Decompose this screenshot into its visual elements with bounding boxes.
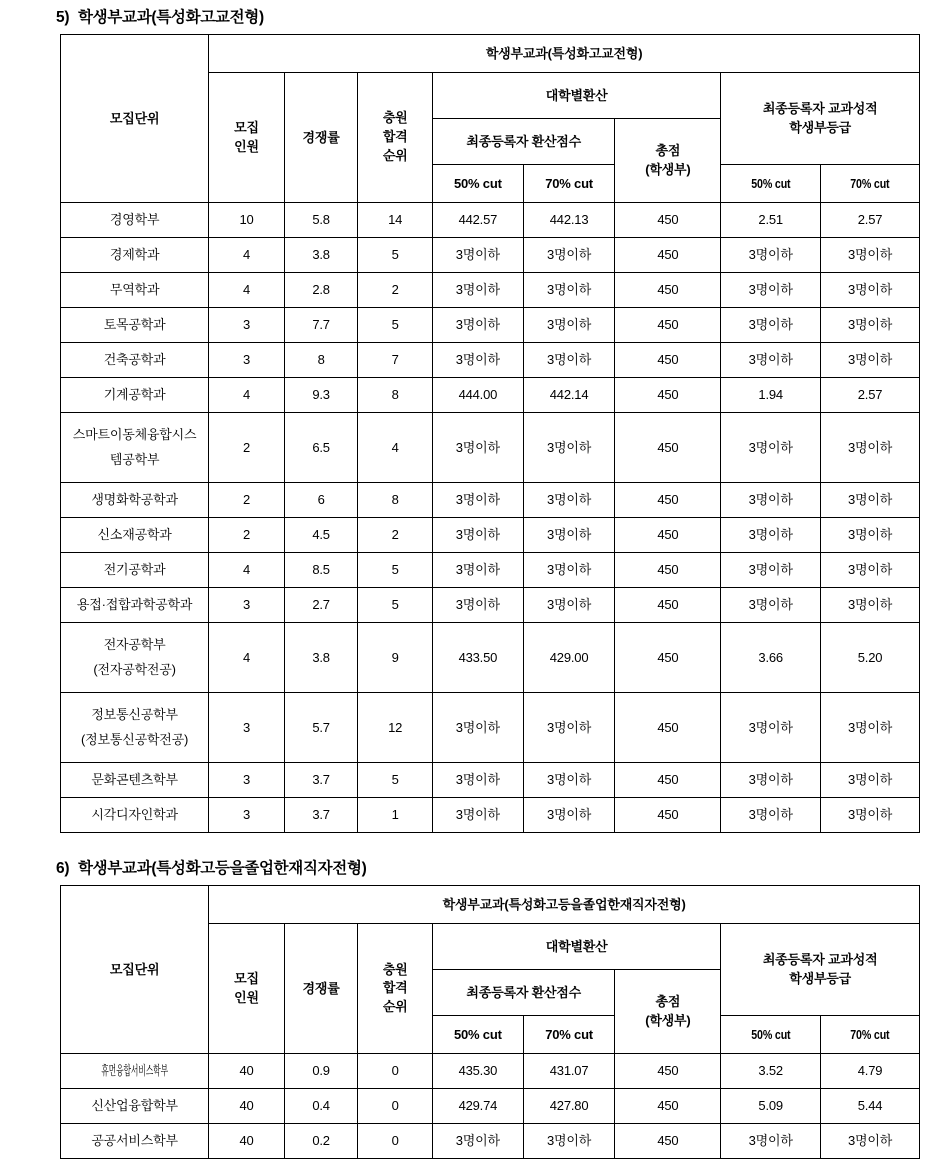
- unit-name: 생명화학공학과: [91, 492, 178, 508]
- table-5-body: [61, 203, 920, 833]
- col-header-cut70: 70% cut: [523, 165, 615, 203]
- unit-name: 전기공학과: [103, 562, 166, 578]
- cell-cut70: 3명이하: [523, 273, 615, 308]
- cell-rank: 7: [358, 343, 433, 378]
- col-header-grade70: 70% cut: [821, 165, 920, 203]
- table-row: [61, 553, 920, 588]
- col-header-unit: 모집단위: [61, 35, 209, 203]
- cell-grade70: 3명이하: [821, 798, 920, 833]
- cell-ratio: 4.5: [284, 518, 358, 553]
- cell-total: 450: [615, 308, 721, 343]
- cell-cut50: 3명이하: [432, 693, 523, 763]
- section-6-number: 6): [56, 860, 70, 878]
- cell-grade50: 3명이하: [721, 238, 821, 273]
- cell-cut50: 3명이하: [432, 413, 523, 483]
- cell-cut50: 3명이하: [432, 343, 523, 378]
- cell-cut70: 3명이하: [523, 413, 615, 483]
- cell-grade70: 3명이하: [821, 693, 920, 763]
- cell-ratio: 0.2: [284, 1124, 358, 1159]
- table-row: [61, 378, 920, 413]
- table-6-head: [61, 886, 920, 1054]
- col-header-final-score: 최종등록자 환산점수: [432, 970, 614, 1016]
- table-6-header-row-1: [61, 886, 920, 924]
- cell-ratio: 9.3: [284, 378, 358, 413]
- cell-grade70: 3명이하: [821, 763, 920, 798]
- col-header-ratio: 경쟁률: [284, 73, 358, 203]
- unit-name-line-1: 전자공학부: [103, 636, 166, 652]
- unit-name: 경영학부: [109, 212, 160, 228]
- cell-total: 450: [615, 553, 721, 588]
- cell-cut70: 3명이하: [523, 588, 615, 623]
- cell-cut70: 3명이하: [523, 343, 615, 378]
- cell-grade70: 3명이하: [821, 413, 920, 483]
- cell-cut50: 3명이하: [432, 273, 523, 308]
- cell-cut50: 3명이하: [432, 518, 523, 553]
- unit-name-line-2: 템공학부: [109, 451, 160, 467]
- table-row: [61, 693, 920, 763]
- col-header-rank: 충원 합격 순위: [358, 73, 433, 203]
- unit-name-line-2: (전자공학전공): [93, 661, 176, 677]
- cell-quota: 4: [209, 378, 285, 413]
- cell-grade70: 3명이하: [821, 518, 920, 553]
- cell-cut70: 3명이하: [523, 763, 615, 798]
- cell-cut70: 3명이하: [523, 518, 615, 553]
- cell-quota: 4: [209, 273, 285, 308]
- col-header-total: 총점 (학생부): [615, 119, 721, 203]
- cell-grade70: 3명이하: [821, 273, 920, 308]
- cell-grade70: 3명이하: [821, 553, 920, 588]
- cell-grade50: 3명이하: [721, 1124, 821, 1159]
- cell-grade70: 2.57: [821, 203, 920, 238]
- col-header-total: 총점 (학생부): [615, 970, 721, 1054]
- cell-rank: 5: [358, 308, 433, 343]
- cell-total: 450: [615, 343, 721, 378]
- cell-grade70: 3명이하: [821, 483, 920, 518]
- cell-quota: 3: [209, 693, 285, 763]
- unit-name: 무역학과: [109, 282, 160, 298]
- cell-unit: [61, 378, 209, 413]
- cell-total: 450: [615, 798, 721, 833]
- cell-ratio: 7.7: [284, 308, 358, 343]
- unit-name-line-2: (정보통신공학전공): [81, 731, 189, 747]
- unit-name: 신소재공학과: [97, 527, 172, 543]
- cell-grade50: 3명이하: [721, 553, 821, 588]
- cell-cut70: 3명이하: [523, 693, 615, 763]
- table-5-header-row-1: [61, 35, 920, 73]
- cell-grade50: 2.51: [721, 203, 821, 238]
- cell-grade50: 3.66: [721, 623, 821, 693]
- table-row: [61, 238, 920, 273]
- table-5-head: [61, 35, 920, 203]
- cell-cut70: 427.80: [523, 1089, 615, 1124]
- cell-total: 450: [615, 273, 721, 308]
- cell-rank: 4: [358, 413, 433, 483]
- unit-name: 토목공학과: [103, 317, 166, 333]
- cell-unit: [61, 623, 209, 693]
- cell-cut50: 3명이하: [432, 238, 523, 273]
- table-row: [61, 413, 920, 483]
- cell-unit: [61, 553, 209, 588]
- cell-unit: [61, 798, 209, 833]
- cell-quota: 40: [209, 1054, 285, 1089]
- col-header-ratio: 경쟁률: [284, 924, 358, 1054]
- col-header-grade50: 50% cut: [721, 165, 821, 203]
- cell-total: 450: [615, 483, 721, 518]
- cell-grade50: 3명이하: [721, 798, 821, 833]
- cell-cut50: 3명이하: [432, 308, 523, 343]
- cell-grade70: 5.44: [821, 1089, 920, 1124]
- cell-unit: [61, 1054, 209, 1089]
- col-header-rank: 충원 합격 순위: [358, 924, 433, 1054]
- unit-name: 시각디자인학과: [91, 807, 178, 823]
- admissions-table-5: [60, 34, 920, 833]
- cell-ratio: 0.4: [284, 1089, 358, 1124]
- table-row: [61, 763, 920, 798]
- section-5: [56, 8, 920, 833]
- cell-quota: 40: [209, 1089, 285, 1124]
- cell-quota: 3: [209, 308, 285, 343]
- table-row: [61, 588, 920, 623]
- cell-unit: [61, 1089, 209, 1124]
- cell-grade70: 3명이하: [821, 238, 920, 273]
- cell-grade50: 3명이하: [721, 763, 821, 798]
- col-header-grade70: 70% cut: [821, 1016, 920, 1054]
- cell-ratio: 0.9: [284, 1054, 358, 1089]
- section-5-title: 학생부교과(특성화고교전형): [78, 9, 264, 26]
- cell-ratio: 6: [284, 483, 358, 518]
- table-row: [61, 1054, 920, 1089]
- cell-cut50: 3명이하: [432, 1124, 523, 1159]
- cell-quota: 3: [209, 343, 285, 378]
- col-header-group: 학생부교과(특성화고등을졸업한재직자전형): [209, 886, 920, 924]
- cell-grade70: 3명이하: [821, 343, 920, 378]
- table-row: [61, 308, 920, 343]
- cell-cut50: 444.00: [432, 378, 523, 413]
- cell-grade50: 3명이하: [721, 588, 821, 623]
- cell-rank: 9: [358, 623, 433, 693]
- col-header-grade50: 50% cut: [721, 1016, 821, 1054]
- cell-grade50: 3.52: [721, 1054, 821, 1089]
- cell-cut70: 3명이하: [523, 798, 615, 833]
- cell-rank: 0: [358, 1054, 433, 1089]
- unit-name: 경제학과: [109, 247, 160, 263]
- cell-quota: 2: [209, 483, 285, 518]
- cell-quota: 2: [209, 518, 285, 553]
- unit-name: 문화콘텐츠학부: [91, 772, 178, 788]
- cell-cut70: 442.13: [523, 203, 615, 238]
- cell-unit: [61, 1124, 209, 1159]
- cell-cut70: 429.00: [523, 623, 615, 693]
- cell-rank: 5: [358, 763, 433, 798]
- cell-ratio: 8.5: [284, 553, 358, 588]
- cell-unit: [61, 203, 209, 238]
- cell-cut50: 3명이하: [432, 588, 523, 623]
- table-row: [61, 518, 920, 553]
- cell-ratio: 6.5: [284, 413, 358, 483]
- cell-unit: [61, 588, 209, 623]
- cell-cut50: 3명이하: [432, 763, 523, 798]
- cell-total: 450: [615, 1054, 721, 1089]
- cell-grade50: 3명이하: [721, 308, 821, 343]
- cell-unit: [61, 693, 209, 763]
- cell-cut50: 3명이하: [432, 483, 523, 518]
- cell-quota: 4: [209, 553, 285, 588]
- section-6-heading: [56, 859, 920, 879]
- cell-total: 450: [615, 203, 721, 238]
- cell-rank: 0: [358, 1089, 433, 1124]
- cell-rank: 5: [358, 238, 433, 273]
- admissions-table-6: [60, 885, 920, 1159]
- cell-rank: 5: [358, 588, 433, 623]
- cell-cut50: 3명이하: [432, 553, 523, 588]
- cell-grade50: 3명이하: [721, 518, 821, 553]
- cell-unit: [61, 238, 209, 273]
- cell-total: 450: [615, 1089, 721, 1124]
- cell-rank: 8: [358, 483, 433, 518]
- cell-cut50: 3명이하: [432, 798, 523, 833]
- col-header-unit: 모집단위: [61, 886, 209, 1054]
- section-6: [56, 859, 920, 1159]
- cell-total: 450: [615, 378, 721, 413]
- cell-rank: 14: [358, 203, 433, 238]
- table-row: [61, 203, 920, 238]
- cell-total: 450: [615, 763, 721, 798]
- cell-total: 450: [615, 693, 721, 763]
- cell-cut70: 3명이하: [523, 308, 615, 343]
- cell-rank: 1: [358, 798, 433, 833]
- col-header-cut70: 70% cut: [523, 1016, 615, 1054]
- cell-rank: 5: [358, 553, 433, 588]
- table-row: [61, 1089, 920, 1124]
- cell-total: 450: [615, 413, 721, 483]
- cell-cut70: 431.07: [523, 1054, 615, 1089]
- cell-unit: [61, 413, 209, 483]
- cell-total: 450: [615, 588, 721, 623]
- unit-name: 건축공학과: [103, 352, 166, 368]
- cell-quota: 40: [209, 1124, 285, 1159]
- section-5-number: 5): [56, 9, 70, 26]
- cell-ratio: 5.8: [284, 203, 358, 238]
- cell-quota: 4: [209, 238, 285, 273]
- cell-quota: 10: [209, 203, 285, 238]
- cell-grade50: 3명이하: [721, 693, 821, 763]
- cell-total: 450: [615, 1124, 721, 1159]
- cell-grade50: 3명이하: [721, 413, 821, 483]
- section-spacer: [60, 833, 920, 859]
- cell-rank: 8: [358, 378, 433, 413]
- cell-total: 450: [615, 238, 721, 273]
- table-6-body: [61, 1054, 920, 1159]
- col-header-cut50: 50% cut: [432, 165, 523, 203]
- cell-cut70: 3명이하: [523, 483, 615, 518]
- cell-grade50: 1.94: [721, 378, 821, 413]
- col-header-group: 학생부교과(특성화고교전형): [209, 35, 920, 73]
- cell-cut70: 3명이하: [523, 238, 615, 273]
- cell-quota: 3: [209, 588, 285, 623]
- unit-name: 용접·접합과학공학과: [76, 597, 193, 613]
- cell-cut50: 429.74: [432, 1089, 523, 1124]
- cell-total: 450: [615, 623, 721, 693]
- unit-name-line-1: 스마트이동체융합시스: [72, 426, 197, 442]
- table-row: [61, 273, 920, 308]
- col-header-quota: 모집 인원: [209, 924, 285, 1054]
- cell-grade70: 3명이하: [821, 1124, 920, 1159]
- col-header-final-score: 최종등록자 환산점수: [432, 119, 614, 165]
- cell-ratio: 2.7: [284, 588, 358, 623]
- cell-grade70: 2.57: [821, 378, 920, 413]
- cell-unit: [61, 483, 209, 518]
- cell-quota: 3: [209, 763, 285, 798]
- cell-ratio: 3.8: [284, 623, 358, 693]
- unit-name: 휴먼융합서비스학부: [101, 1063, 168, 1079]
- cell-grade50: 5.09: [721, 1089, 821, 1124]
- col-header-conversion-group: 대학별환산: [432, 924, 720, 970]
- unit-name: 기계공학과: [103, 387, 166, 403]
- table-row: [61, 1124, 920, 1159]
- col-header-grade-group: 최종등록자 교과성적 학생부등급: [721, 73, 920, 165]
- cell-cut50: 435.30: [432, 1054, 523, 1089]
- cell-grade70: 5.20: [821, 623, 920, 693]
- cell-unit: [61, 763, 209, 798]
- cell-cut70: 442.14: [523, 378, 615, 413]
- cell-total: 450: [615, 518, 721, 553]
- cell-unit: [61, 518, 209, 553]
- cell-grade50: 3명이하: [721, 343, 821, 378]
- unit-name-line-1: 정보통신공학부: [91, 706, 178, 722]
- cell-cut50: 442.57: [432, 203, 523, 238]
- cell-ratio: 3.7: [284, 763, 358, 798]
- cell-quota: 3: [209, 798, 285, 833]
- cell-unit: [61, 273, 209, 308]
- section-6-title: 학생부교과(특성화고등을졸업한재직자전형): [78, 860, 367, 878]
- col-header-grade-group: 최종등록자 교과성적 학생부등급: [721, 924, 920, 1016]
- cell-rank: 0: [358, 1124, 433, 1159]
- cell-ratio: 3.7: [284, 798, 358, 833]
- table-row: [61, 343, 920, 378]
- cell-grade70: 4.79: [821, 1054, 920, 1089]
- col-header-quota: 모집 인원: [209, 73, 285, 203]
- cell-cut70: 3명이하: [523, 1124, 615, 1159]
- cell-quota: 2: [209, 413, 285, 483]
- cell-unit: [61, 308, 209, 343]
- cell-cut50: 433.50: [432, 623, 523, 693]
- cell-grade50: 3명이하: [721, 273, 821, 308]
- cell-cut70: 3명이하: [523, 553, 615, 588]
- cell-grade50: 3명이하: [721, 483, 821, 518]
- cell-grade70: 3명이하: [821, 588, 920, 623]
- cell-rank: 2: [358, 273, 433, 308]
- cell-rank: 12: [358, 693, 433, 763]
- cell-unit: [61, 343, 209, 378]
- cell-quota: 4: [209, 623, 285, 693]
- table-row: [61, 483, 920, 518]
- unit-name: 신산업융합학부: [91, 1098, 178, 1114]
- cell-ratio: 5.7: [284, 693, 358, 763]
- cell-ratio: 8: [284, 343, 358, 378]
- col-header-conversion-group: 대학별환산: [432, 73, 720, 119]
- cell-rank: 2: [358, 518, 433, 553]
- cell-grade70: 3명이하: [821, 308, 920, 343]
- table-row: [61, 798, 920, 833]
- cell-ratio: 2.8: [284, 273, 358, 308]
- unit-name: 공공서비스학부: [91, 1133, 178, 1149]
- table-row: [61, 623, 920, 693]
- col-header-cut50: 50% cut: [432, 1016, 523, 1054]
- section-5-heading: [56, 8, 920, 28]
- cell-ratio: 3.8: [284, 238, 358, 273]
